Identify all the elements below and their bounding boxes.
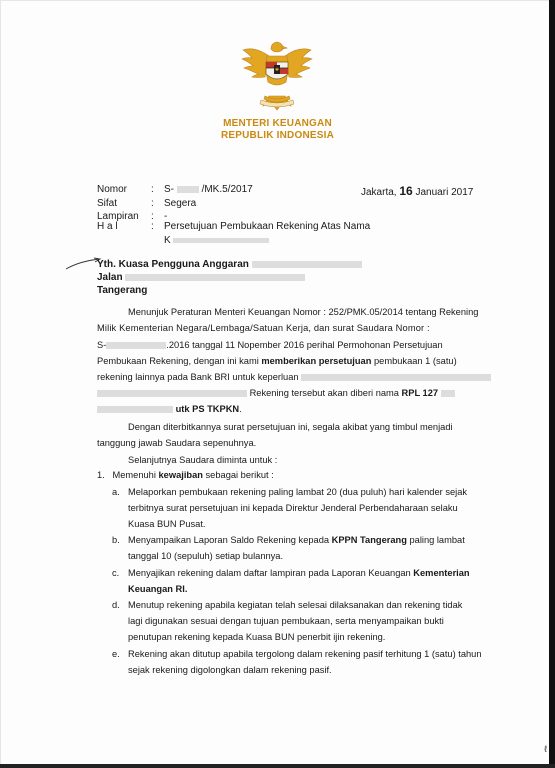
colon: :	[151, 184, 154, 195]
paragraph1-line3	[97, 337, 443, 353]
redacted-text	[173, 238, 269, 243]
colon: :	[151, 211, 154, 222]
list-mark-a: a.	[112, 487, 120, 497]
text-bold: memberikan persetujuan	[261, 356, 372, 366]
text-run: paling lambat	[406, 535, 465, 545]
text-bold: KPPN Tangerang	[331, 535, 407, 545]
redacted-text	[97, 390, 247, 397]
list-b-line2: tanggal 10 (sepuluh) setiap bulannya.	[128, 551, 284, 561]
text-bold: utk PS TKPKN	[175, 404, 240, 414]
text-run: Menyampaikan Laporan Saldo Rekening kepada	[128, 535, 332, 545]
letterhead-line2: REPUBLIK INDONESIA	[220, 130, 335, 141]
redacted-text	[97, 406, 173, 413]
scan-edge-right	[549, 0, 555, 768]
nomor-prefix: S-	[164, 184, 174, 195]
text-run: Memenuhi	[112, 470, 159, 480]
text-bold: Kementerian	[413, 568, 470, 578]
paragraph1-line5	[97, 369, 491, 385]
list-d-line3: penutupan rekening kepada Kuasa BUN penerbit ijin rekening.	[128, 632, 386, 642]
date-day: 16	[399, 184, 413, 198]
list-mark-d: d.	[112, 600, 120, 610]
colon: :	[151, 221, 154, 232]
list-c-line2	[128, 581, 187, 597]
address-line1	[97, 259, 362, 270]
paragraph1-line1: Menunjuk Peraturan Menteri Keuangan Nomor : 252/PMK.05/2014 tentang Rekening	[128, 307, 479, 317]
paragraph1-line6	[97, 385, 455, 401]
sifat-value: Segera	[164, 198, 197, 209]
text-run: Pembukaan Rekening, dengan ini kami	[97, 356, 262, 366]
list-number: 1.	[97, 470, 105, 480]
meta-hal-line2	[164, 235, 269, 246]
colon: :	[151, 198, 154, 209]
list-c-line1	[128, 565, 470, 581]
redacted-text	[441, 390, 455, 397]
hal-value-line1: Persetujuan Pembukaan Rekening Atas Nama	[164, 221, 371, 232]
list-mark-c: c.	[112, 568, 120, 578]
nomor-value	[164, 184, 253, 195]
nomor-label: Nomor	[97, 184, 128, 195]
list-a-line2: terbitnya surat persetujuan ini kepada Direktur Jenderal Perbendaharaan selaku	[128, 503, 458, 513]
text-run: rekening lainnya pada Bank BRI untuk keperluan	[97, 372, 299, 382]
redacted-text	[125, 274, 305, 281]
list-mark-b: b.	[112, 535, 120, 545]
paragraph3-line1: Selanjutnya Saudara diminta untuk :	[128, 455, 278, 465]
list-d-line1: Menutup rekening apabila kegiatan telah selesai dilaksanakan dan rekening tidak	[128, 600, 463, 610]
address-street: Jalan	[97, 272, 123, 283]
list-e-line1: Rekening akan ditutup apabila tergolong dalam rekening pasif terhitung 1 (satu) tahun	[128, 649, 482, 659]
paragraph2-line2: tanggung jawab Saudara sepenuhnya.	[97, 438, 257, 448]
list-a-line3: Kuasa BUN Pusat.	[128, 519, 206, 529]
list-b-line1	[128, 532, 465, 548]
letter-date	[361, 184, 473, 198]
scan-edge-bottom	[0, 764, 555, 768]
address-line3: Tangerang	[97, 285, 148, 296]
date-month-year: Januari 2017	[415, 187, 474, 198]
text-bold: kewajiban	[158, 470, 203, 480]
text-run: pembukaan 1 (satu)	[371, 356, 457, 366]
text-run: .	[239, 404, 242, 414]
text-run: sebagai berikut :	[202, 470, 274, 480]
lampiran-label: Lampiran	[97, 211, 139, 222]
letterhead-line1: MENTERI KEUANGAN	[223, 118, 332, 129]
text-run: Rekening tersebut akan diberi nama	[249, 388, 402, 398]
redacted-text	[301, 374, 491, 381]
address-line2	[97, 272, 305, 283]
list-a-line1: Melaporkan pembukaan rekening paling lambat 20 (dua puluh) hari kalender sejak	[128, 487, 468, 497]
list-mark-e: e.	[112, 649, 120, 659]
list-item-1	[97, 467, 274, 483]
paragraph1-line7	[97, 401, 242, 417]
redacted-text	[252, 261, 362, 268]
hal-value-line2: K	[164, 235, 171, 246]
paragraph1-line4	[97, 353, 457, 369]
list-e-line2: sejak rekening digolongkan dalam rekening pasif.	[128, 665, 332, 675]
list-d-line2: lagi digunakan sesuai dengan tujuan pembukaan, serta menyampaikan bukti	[128, 616, 444, 626]
nomor-suffix: /MK.5/2017	[201, 184, 253, 195]
ref-prefix: S-	[97, 340, 107, 350]
text-bold: Keuangan RI.	[128, 584, 188, 594]
address-recipient: Yth. Kuasa Pengguna Anggaran	[97, 259, 249, 270]
text-bold: RPL 127	[401, 388, 439, 398]
redacted-text	[106, 342, 166, 349]
lampiran-value: -	[164, 211, 168, 222]
garuda-emblem-icon	[239, 38, 315, 118]
sifat-label: Sifat	[97, 198, 118, 209]
paragraph1-line2: Milik Kementerian Negara/Lembaga/Satuan Kerja, dan surat Saudara Nomor :	[97, 323, 430, 333]
hal-label: H a l	[97, 221, 118, 232]
redacted-text	[177, 186, 199, 193]
margin-mark-icon: ℓ	[544, 744, 547, 754]
ref-suffix: .2016 tanggal 11 Nopember 2016 perihal Permohonan Persetujuan	[166, 340, 443, 350]
paragraph2-line1: Dengan diterbitkannya surat persetujuan ini, segala akibat yang timbul menjadi	[128, 422, 453, 432]
date-city: Jakarta,	[361, 187, 397, 198]
text-run: Menyajikan rekening dalam daftar lampiran pada Laporan Keuangan	[128, 568, 414, 578]
